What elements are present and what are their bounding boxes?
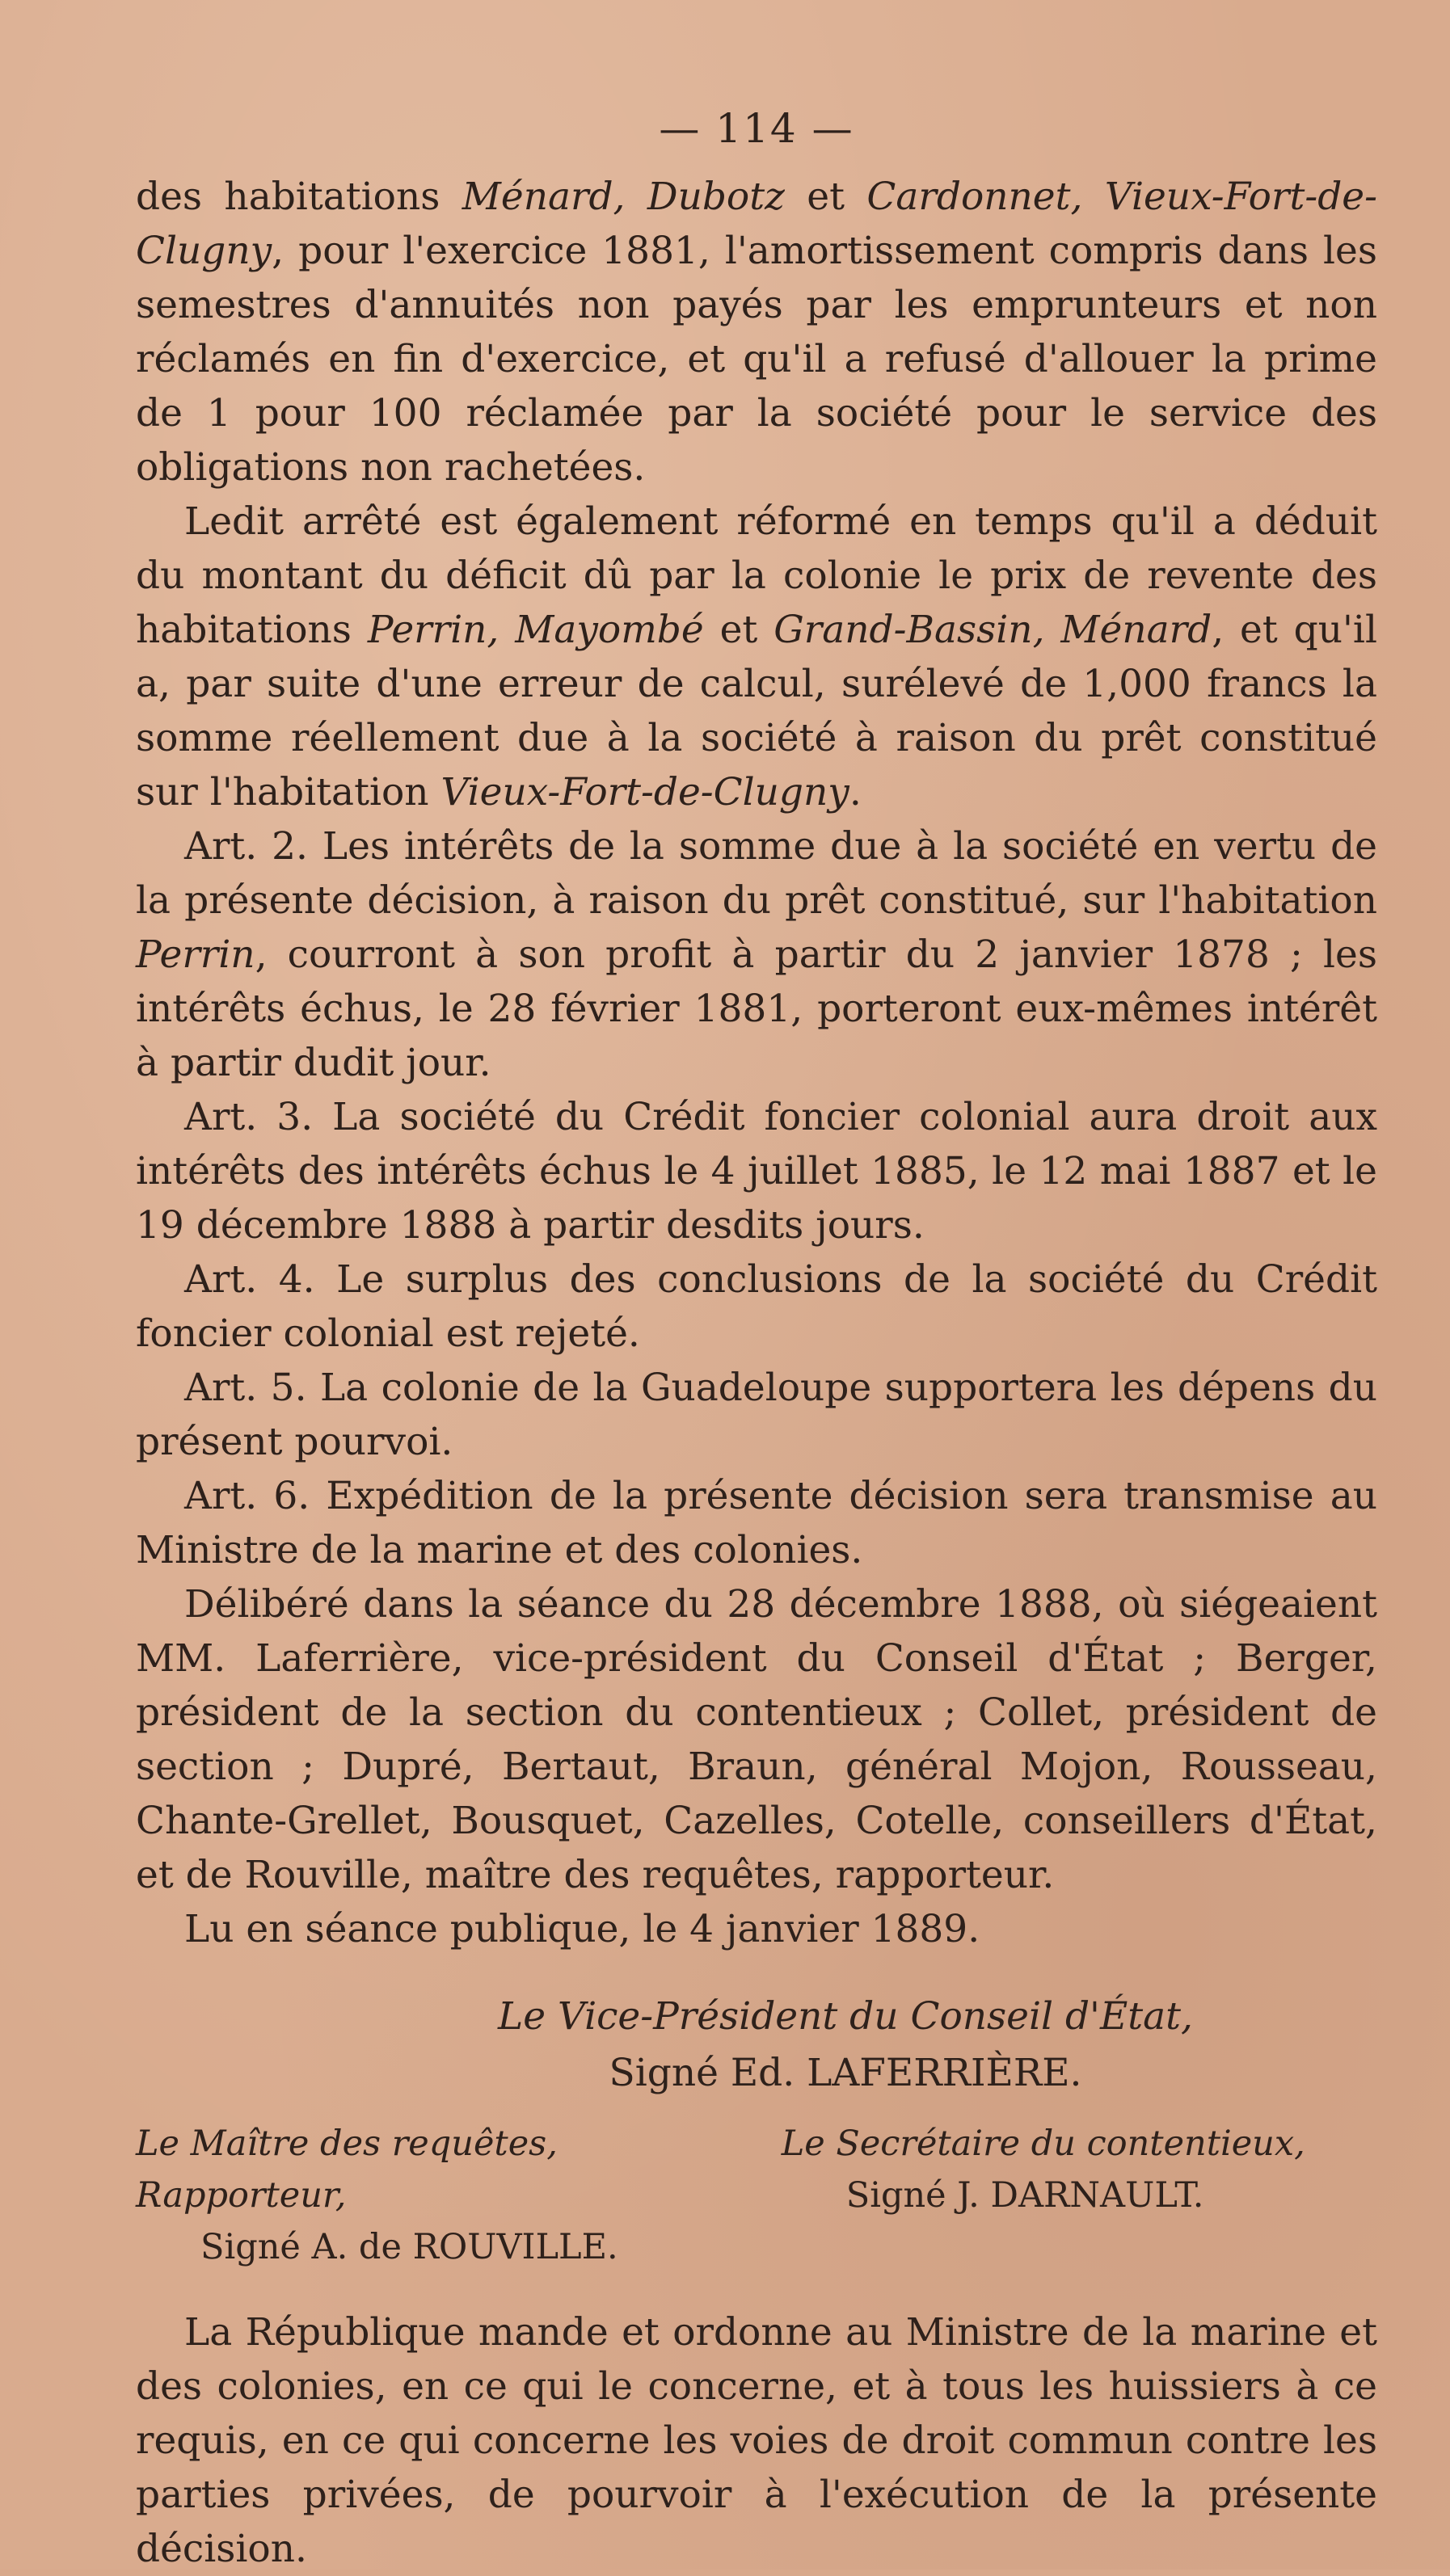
text-run: Art. 2. Les intérêts de la somme due à la société en vertu de la présente décision, à raison du prêt constitué, sur l'habitation <box>136 824 1377 923</box>
closing-paragraph: La République mande et ordonne au Ministre de la marine et des colonies, en ce qui le concerne, et à tous les huissiers à ce requis, en ce qui concerne les voies de droit commun contre les parties privées, de pourvoir à l'exécution de la présente décision. <box>136 2310 1377 2571</box>
article-4: Art. 4. Le surplus des conclusions de la société du Crédit foncier colonial est rejeté. <box>136 1257 1377 1356</box>
italic-run: Vieux-Fort-de-Clugny <box>440 770 849 814</box>
italic-run: Ménard, Dubotz <box>462 175 785 219</box>
text-run: , pour l'exercice 1881, l'amortissement compris dans les semestres d'annuités non payés par les emprunteurs et non réclamés en fin d'exercice, et qu'il a refusé d'allouer la prime de 1 pour 100 réclamée par la société pour le service des obligations non rachetées. <box>136 229 1377 490</box>
paragraph-habitations <box>136 170 1377 495</box>
article-2 <box>136 819 1377 1090</box>
vice-president-signature: Signé Ed. LAFERRIÈRE. <box>609 2051 1082 2095</box>
signature-row <box>136 2118 1377 2273</box>
text-run: et <box>703 608 774 652</box>
italic-run: Le Maître des requêtes, Rapporteur, <box>136 2124 558 2216</box>
rapporteur-column <box>136 2118 731 2273</box>
text-run: Ledit arrêté est également réformé en temps qu'il a déduit du montant du déficit dû par la colonie le prix de revente des habitations <box>136 499 1377 652</box>
italic-run: Perrin, Mayombé <box>367 608 704 652</box>
vice-president-title <box>136 1989 1377 2045</box>
secretary-signature: Signé J. DARNAULT. <box>845 2175 1204 2216</box>
reading-date: Lu en séance publique, le 4 janvier 1889. <box>184 1907 980 1951</box>
rapporteur-signature: Signé A. de ROUVILLE. <box>200 2227 618 2267</box>
rapporteur-title <box>136 2118 731 2221</box>
text-run: . <box>849 770 862 814</box>
article-6: Art. 6. Expédition de la présente décision sera transmise au Ministre de la marine et des colonies. <box>136 1474 1377 1572</box>
page-number: — 114 — <box>659 105 854 152</box>
secretary-column <box>782 2118 1377 2273</box>
italic-run: Cardonnet, Vieux-Fort-de-Clugny <box>136 175 1377 273</box>
italic-run: Grand-Bassin, Ménard <box>773 608 1212 652</box>
body-text <box>136 170 1377 1956</box>
paragraph-arrete <box>136 495 1377 819</box>
italic-run: Perrin <box>136 932 255 977</box>
secretary-title <box>782 2118 1377 2170</box>
deliberation: Délibéré dans la séance du 28 décembre 1888, où siégeaient MM. Laferrière, vice-président du Conseil d'État ; Berger, président de la section du contentieux ; Collet, président de section ; Dupré, Bertaut, Braun, général Mojon, Rousseau, Chante-Grellet, Bousquet, Cazelles, Cotelle, conseillers d'État, et de Rouville, maître des requêtes, rapporteur. <box>136 1582 1377 1897</box>
italic-run: Le Vice-Président du Conseil d'État, <box>498 1994 1193 2039</box>
closing-formula <box>136 2305 1377 2576</box>
text-run: et <box>784 175 867 219</box>
signature-block <box>136 1989 1377 2273</box>
text-run: des habitations <box>136 175 462 219</box>
article-3: Art. 3. La société du Crédit foncier colonial aura droit aux intérêts des intérêts échus le 4 juillet 1885, le 12 mai 1887 et le 19 décembre 1888 à partir desdits jours. <box>136 1095 1377 1248</box>
text-run: , et qu'il a, par suite d'une erreur de calcul, surélevé de 1,000 francs la somme réellement due à la société à raison du prêt constitué sur l'habitation <box>136 608 1377 814</box>
text-run: , courront à son profit à partir du 2 janvier 1878 ; les intérêts échus, le 28 février 1881, porteront eux-mêmes intérêt à partir dudit jour. <box>136 932 1377 1085</box>
italic-run: Le Secrétaire du contentieux, <box>781 2124 1305 2164</box>
article-5: Art. 5. La colonie de la Guadeloupe supportera les dépens du présent pourvoi. <box>136 1366 1377 1464</box>
